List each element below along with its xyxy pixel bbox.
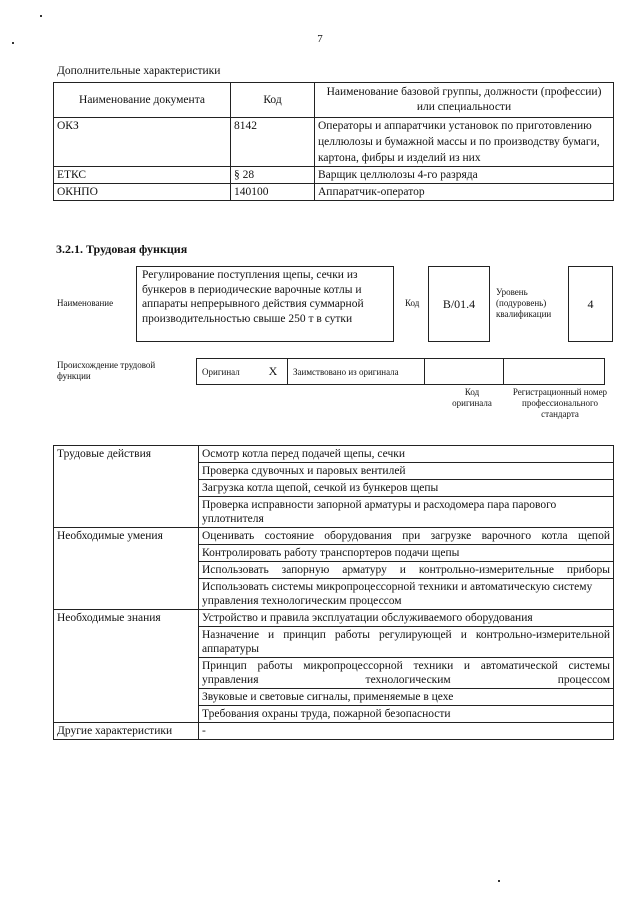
labor-function-heading: 3.2.1. Трудовая функция [56, 242, 188, 256]
knowledge-item: Назначение и принцип работы регулирующей и контрольно-измерительной аппаратуры [199, 627, 614, 658]
origin-code-caption: Код оригинала [452, 387, 492, 408]
skills-label: Необходимые умения [54, 528, 199, 610]
table-cell: § 28 [231, 167, 315, 184]
page-number: 7 [317, 33, 323, 45]
table-cell: Аппаратчик-оператор [315, 184, 614, 201]
table-row [54, 610, 614, 627]
skill-item: Контролировать работу транспортеров подачи щепы [199, 545, 614, 562]
function-name-value: Регулирование поступления щепы, сечки из бункеров в периодические варочные котлы и аппараты непрерывного действия суммарной производительностью свыше 250 т в сутки [142, 269, 364, 325]
table-cell: Операторы и аппаратчики установок по приготовлению целлюлозы и бумажной массы и по производству бумаги, картона, фибры и изделий из них [315, 118, 614, 167]
skill-item: Использовать системы микропроцессорной техники и автоматическую систему управления технологическим процессом [199, 579, 614, 610]
knowledge-label: Необходимые знания [54, 610, 199, 723]
skill-item: Использовать запорную арматуру и контрольно-измерительные приборы [199, 562, 614, 579]
qualification-level-label: Уровень (подуровень) квалификации [496, 287, 552, 319]
action-item: Осмотр котла перед подачей щепы, сечки [199, 446, 614, 463]
skill-item: Оценивать состояние оборудования при загрузке варочного котла щепой [199, 528, 614, 545]
origin-label: Происхождение трудовой функции [57, 360, 156, 381]
knowledge-item: Устройство и правила эксплуатации обслуживаемого оборудования [199, 610, 614, 627]
function-name-box [136, 266, 394, 342]
action-item: Проверка исправности запорной арматуры и расходомера пара парового уплотнителя [199, 497, 614, 528]
qualification-level-value: 4 [587, 296, 594, 311]
table-cell: Варщик целлюлозы 4-го разряда [315, 167, 614, 184]
scan-speck [40, 15, 42, 17]
origin-table [196, 358, 605, 385]
other-value: - [199, 723, 614, 740]
scan-speck [498, 880, 500, 882]
labor-function-details-table [53, 445, 614, 740]
table-cell: ОКЗ [54, 118, 231, 167]
actions-label: Трудовые действия [54, 446, 199, 528]
code-label: Код [405, 298, 420, 308]
table-row [54, 184, 614, 201]
table-header-row [54, 83, 614, 118]
table-row [54, 118, 614, 167]
table-cell: 140100 [231, 184, 315, 201]
action-item: Проверка сдувочных и паровых вентилей [199, 463, 614, 480]
knowledge-item: Звуковые и световые сигналы, применяемые в цехе [199, 689, 614, 706]
header-cell: Наименование документа [54, 83, 231, 118]
header-cell: Наименование базовой группы, должности (профессии) или специальности [315, 83, 614, 118]
additional-characteristics-caption: Дополнительные характеристики [57, 65, 221, 77]
table-cell: 8142 [231, 118, 315, 167]
table-row [54, 167, 614, 184]
header-cell: Код [231, 83, 315, 118]
original-label: Оригинал [197, 359, 260, 385]
table-row [54, 528, 614, 545]
original-mark-x: X [268, 364, 278, 378]
other-label: Другие характеристики [54, 723, 199, 740]
reg-number-cell [504, 359, 605, 385]
additional-characteristics-table [53, 82, 614, 201]
table-row [54, 446, 614, 463]
knowledge-item: Требования охраны труда, пожарной безопасности [199, 706, 614, 723]
origin-code-cell [425, 359, 504, 385]
function-code-box [428, 266, 490, 342]
borrowed-label: Заимствовано из оригинала [288, 359, 425, 385]
knowledge-item: Принцип работы микропроцессорной техники и автоматической системы управления технологическим процессом [199, 658, 614, 689]
qualification-level-box [568, 266, 613, 342]
name-label: Наименование [57, 298, 114, 308]
original-mark [259, 359, 288, 385]
table-cell: ОКНПО [54, 184, 231, 201]
table-row [54, 723, 614, 740]
reg-number-caption: Регистрационный номер профессионального стандарта [512, 387, 608, 419]
action-item: Загрузка котла щепой, сечкой из бункеров щепы [199, 480, 614, 497]
table-cell: ЕТКС [54, 167, 231, 184]
origin-row [197, 359, 605, 385]
function-code-value: B/01.4 [442, 296, 476, 311]
